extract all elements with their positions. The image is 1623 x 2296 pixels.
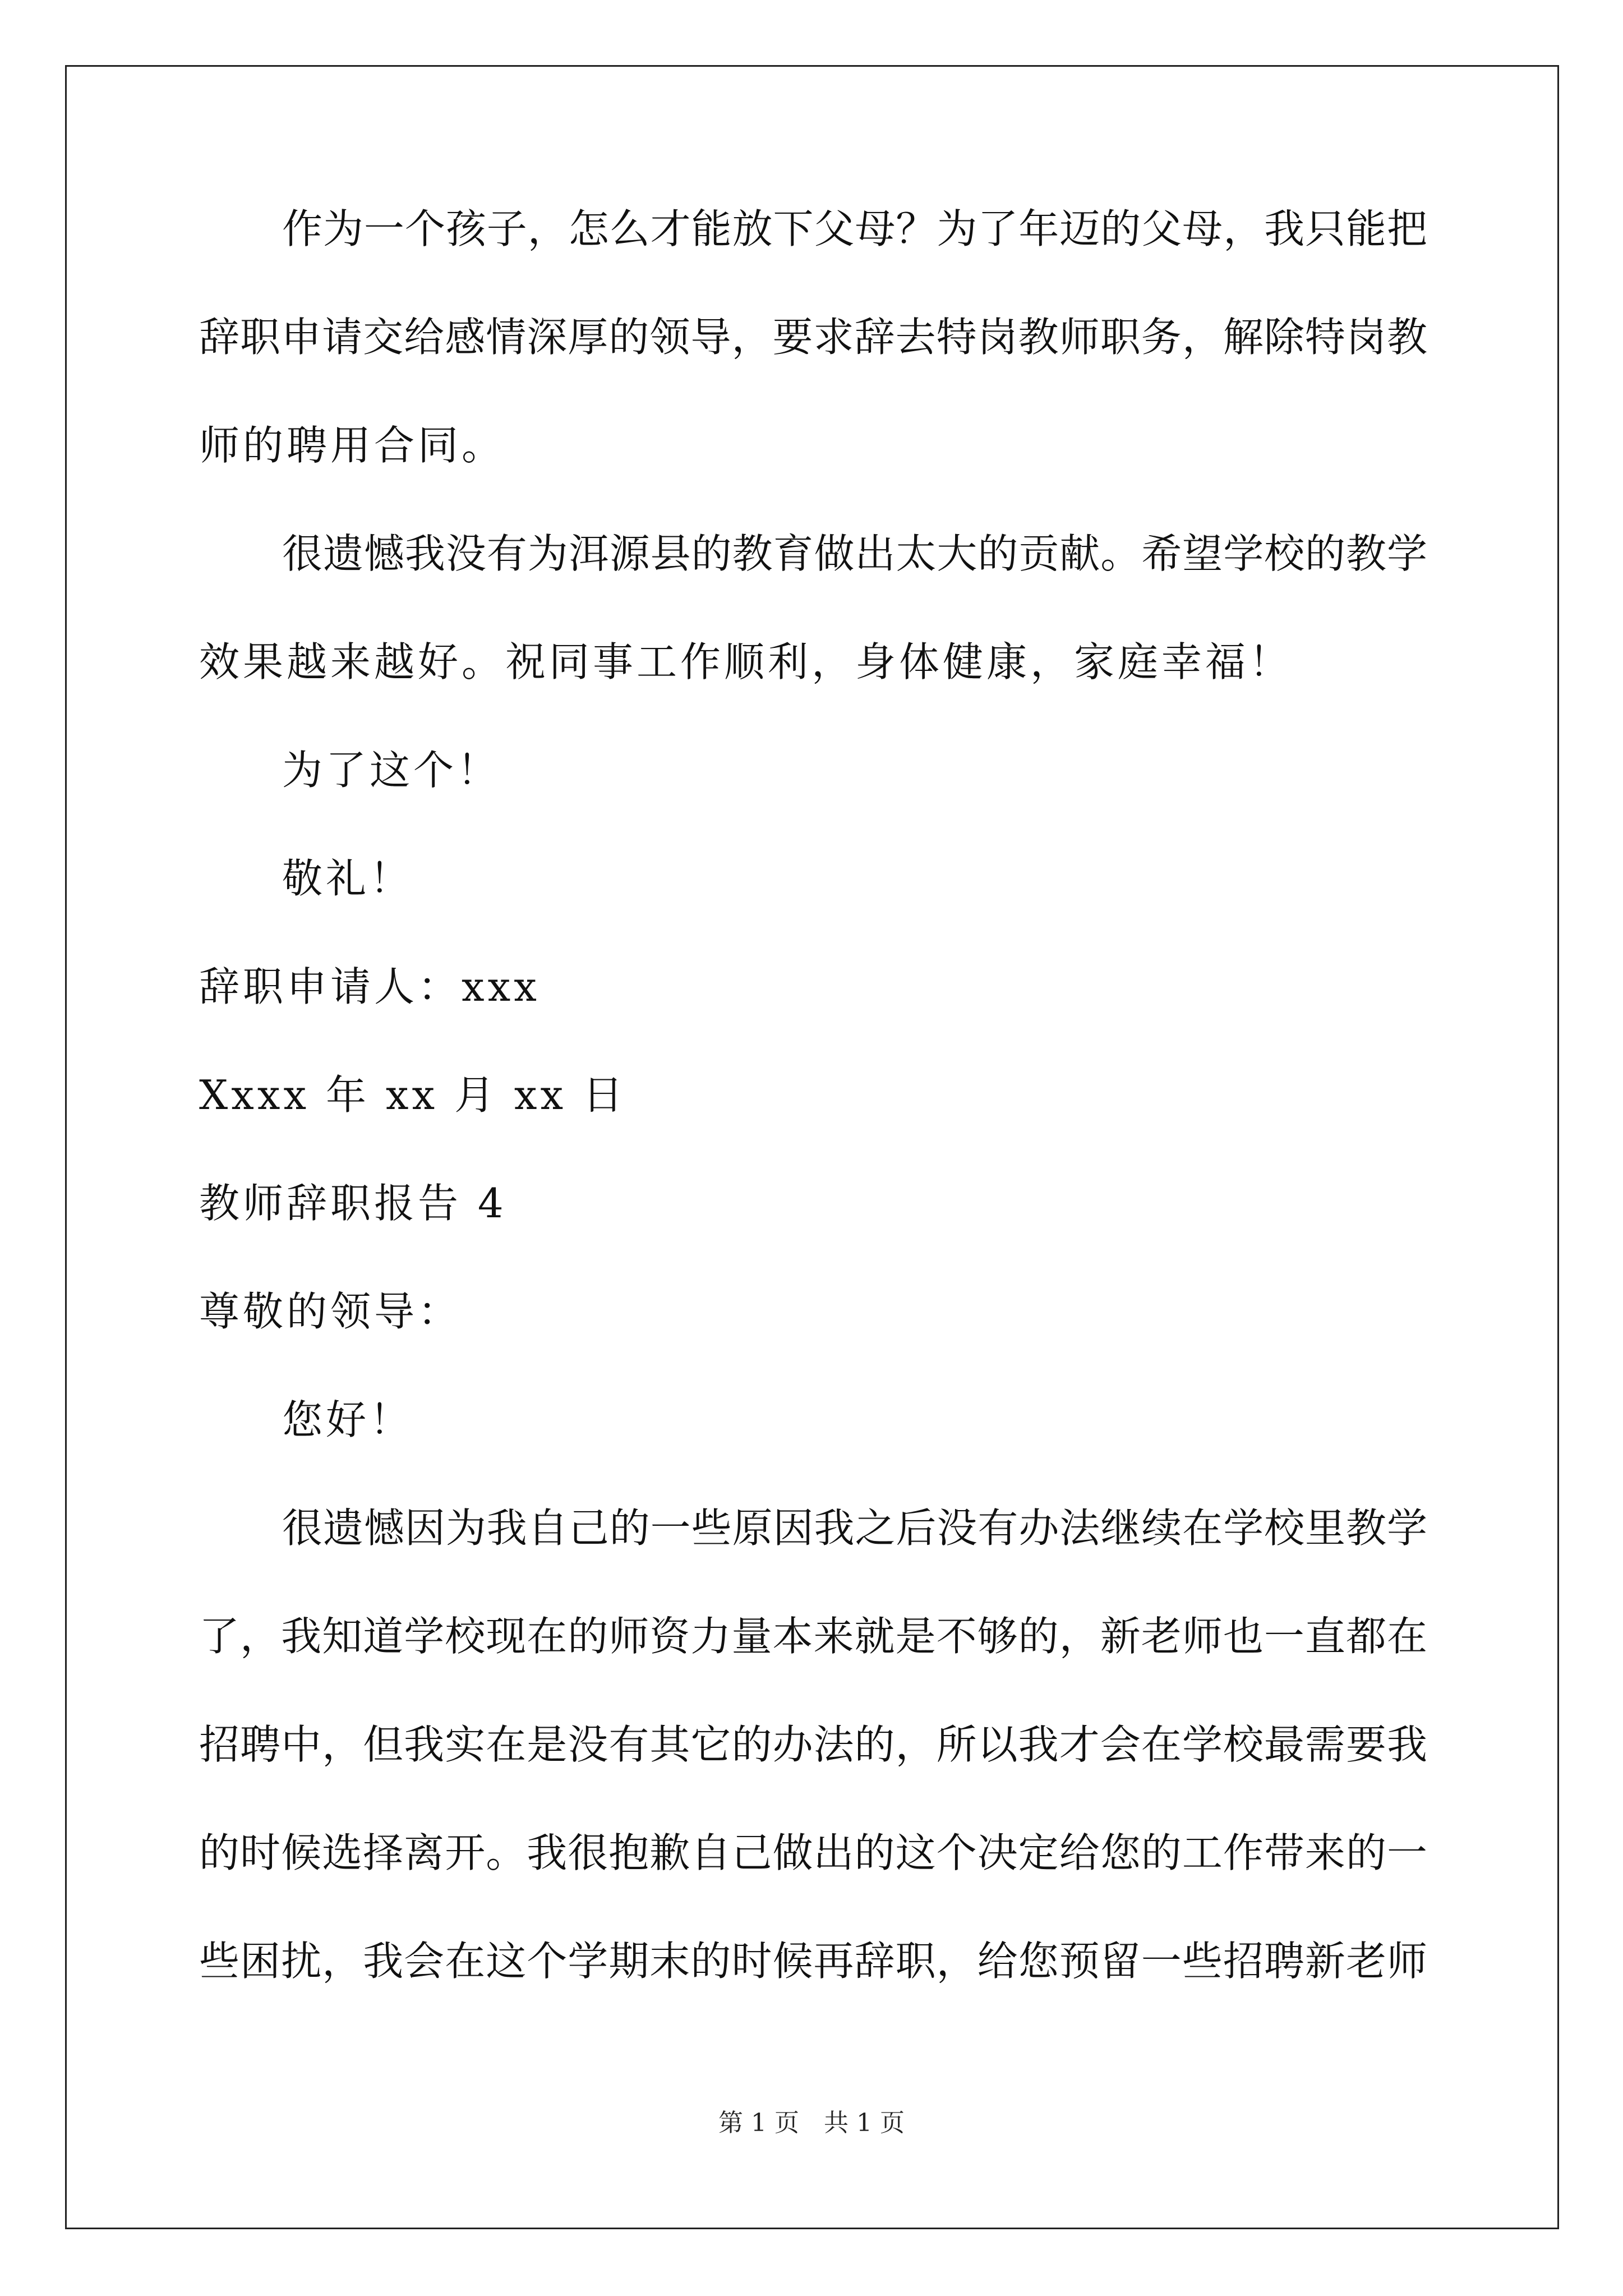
date-line: Xxxx 年 xx 月 xx 日 [199, 1071, 626, 1119]
greeting-hello: 您好！ [282, 1396, 414, 1443]
paragraph-line: 作为一个孩子，怎么才能放下父母？为了年迈的父母，我只能把 [282, 205, 1427, 252]
section-heading: 教师辞职报告 4 [199, 1180, 507, 1227]
paragraph-line: 辞职申请交给感情深厚的领导，要求辞去特岗教师职务，解除特岗教 [199, 314, 1427, 361]
paragraph-line: 效果越来越好。祝同事工作顺利，身体健康，家庭幸福！ [199, 638, 1293, 685]
paragraph-line: 的时候选择离开。我很抱歉自己做出的这个决定给您的工作带来的一 [199, 1829, 1427, 1876]
salutation-closing: 敬礼！ [282, 855, 414, 902]
paragraph-line: 很遗憾我没有为洱源县的教育做出太大的贡献。希望学校的教学 [282, 530, 1427, 577]
closing-line: 为了这个！ [282, 747, 501, 794]
paragraph-line: 招聘中，但我实在是没有其它的办法的，所以我才会在学校最需要我 [199, 1721, 1427, 1768]
paragraph-line: 很遗憾因为我自己的一些原因我之后没有办法继续在学校里教学 [282, 1504, 1427, 1552]
paragraph-line: 些困扰，我会在这个学期末的时候再辞职，给您预留一些招聘新老师 [199, 1938, 1427, 1985]
paragraph-line: 了，我知道学校现在的师资力量本来就是不够的，新老师也一直都在 [199, 1613, 1427, 1660]
paragraph-line: 师的聘用合同。 [199, 422, 506, 469]
greeting: 尊敬的领导： [199, 1288, 462, 1335]
applicant-signature: 辞职申请人：xxx [199, 963, 540, 1010]
page-border [65, 65, 1559, 2229]
page-footer: 第 1 页 共 1 页 [718, 2109, 905, 2137]
